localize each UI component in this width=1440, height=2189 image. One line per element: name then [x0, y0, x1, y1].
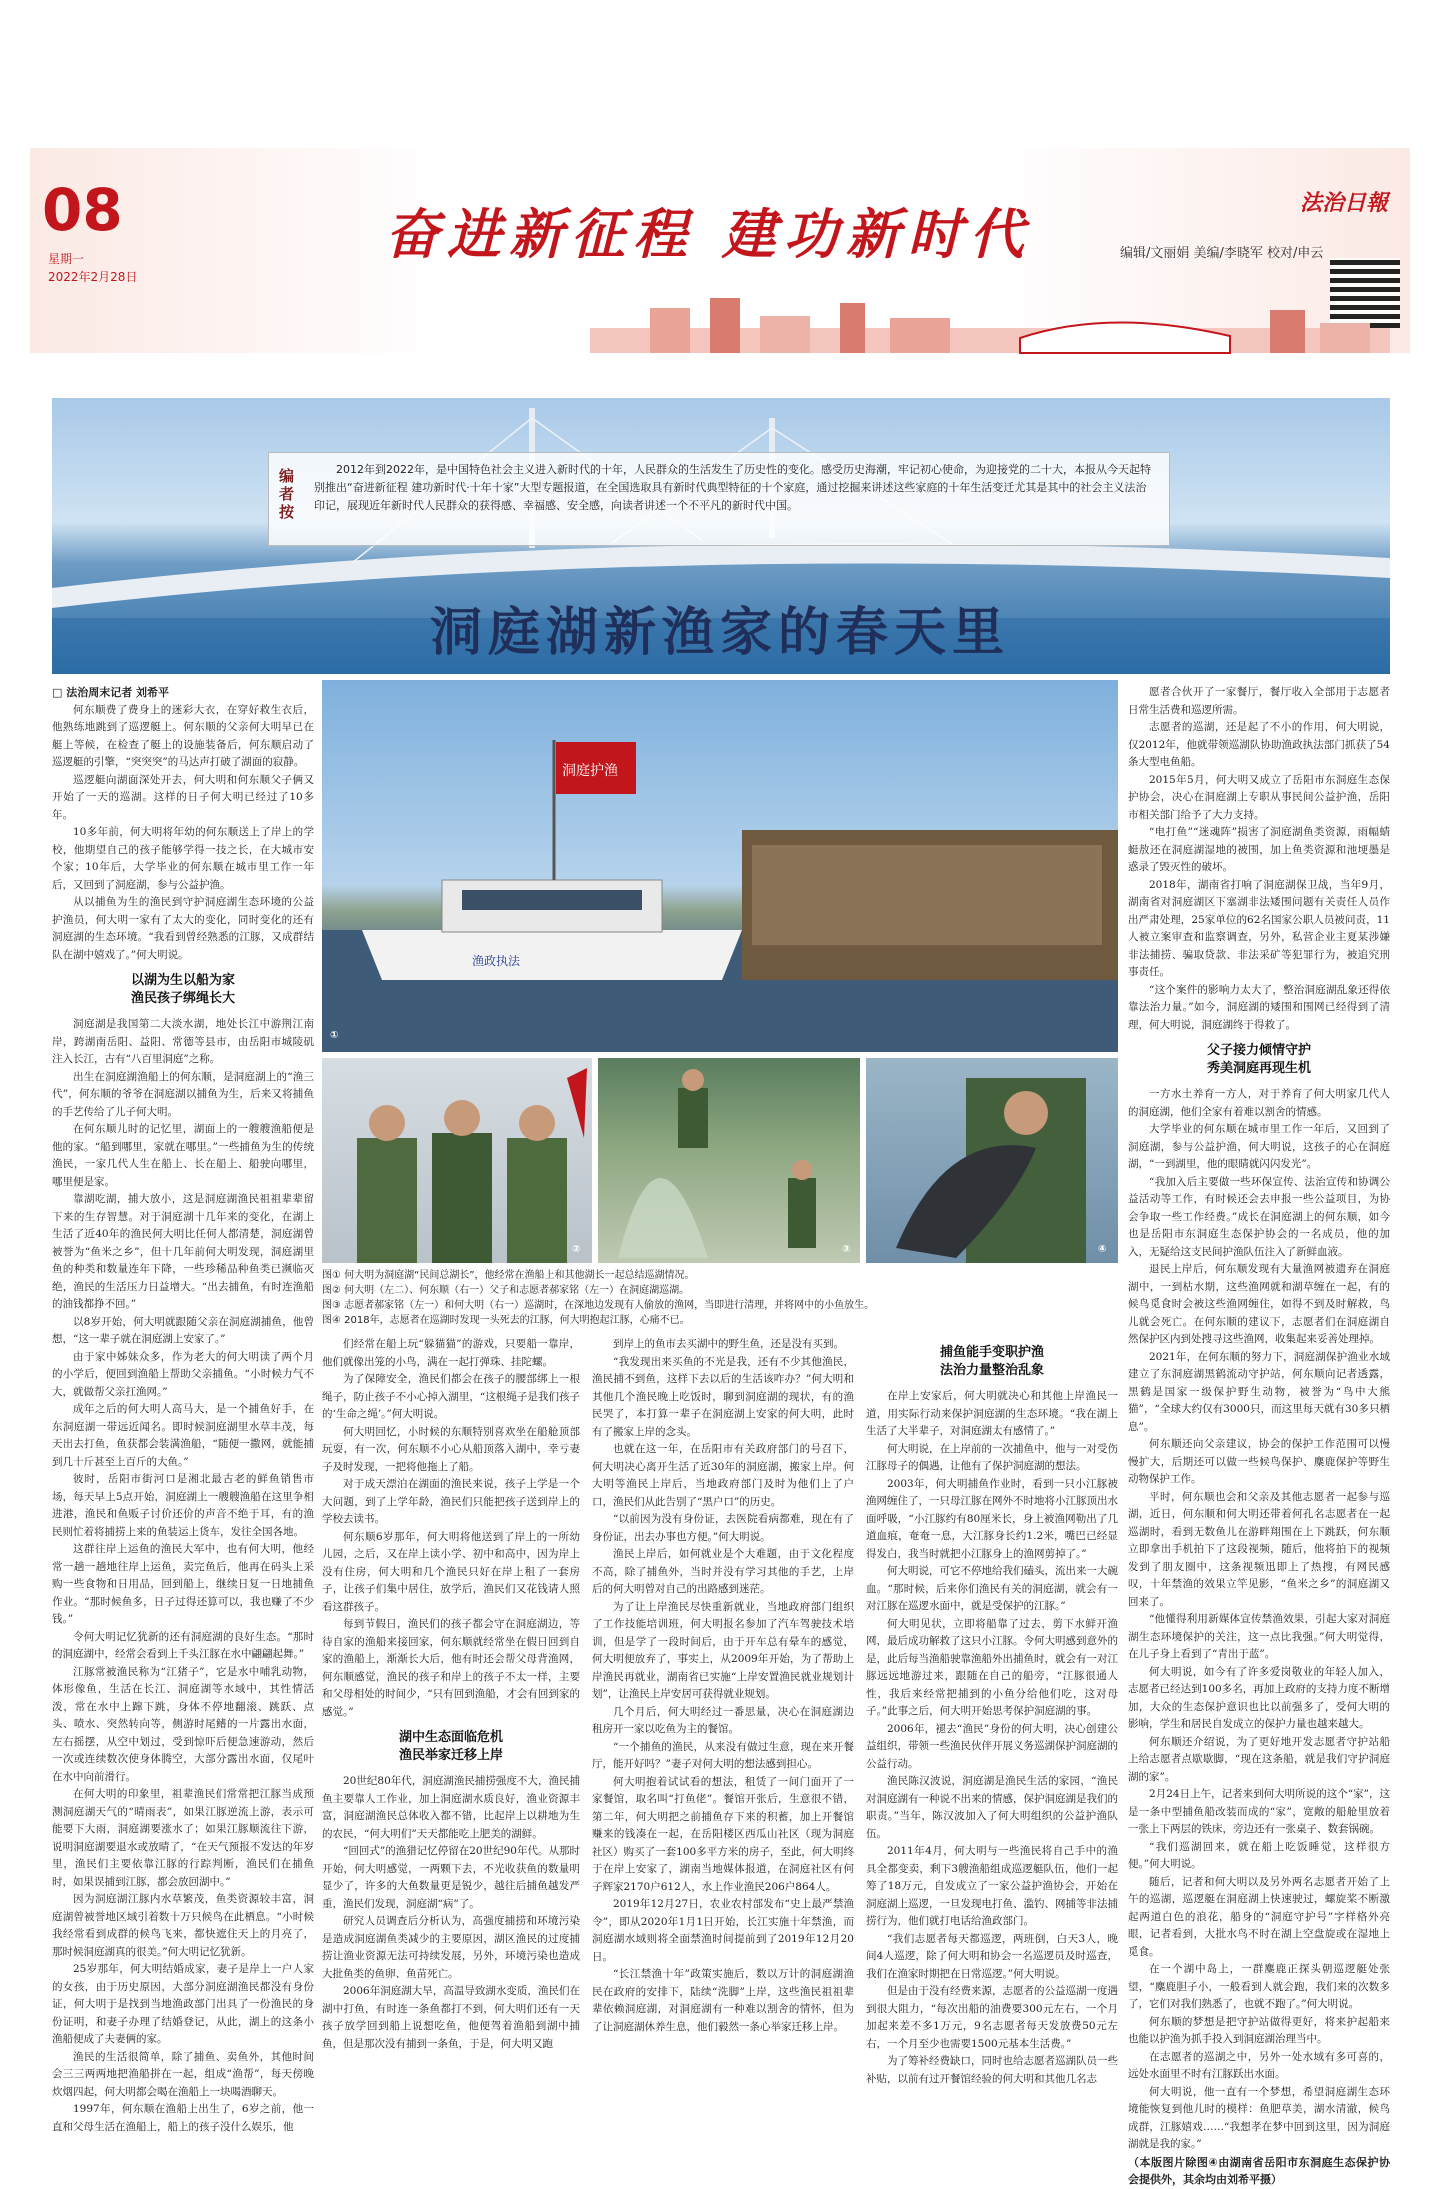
editor-note-label: 编者按	[279, 467, 295, 521]
paragraph: “这个案件的影响力太大了，整治洞庭湖乱象还得依靠法治力量。”如今，洞庭湖的矮围和围网已经得到了清理，何大明说，洞庭湖终于得救了。	[1128, 983, 1390, 1031]
paragraph: 江豚常被渔民称为“江猪子”，它是水中哺乳动物，体形像鱼，生活在长江、洞庭湖等水域中，其性情活泼，常在水中上蹿下跳，身体不停地翻滚、跳跃、点头、喷水、突然转向等，侧游时尾鳍的一片露出水面，左右摇摆，从空中划过，受到惊吓后便急速游动，然后一次或连续数次使身体腾空，大部分露出水面，仅尾叶在水中向前滑行。	[52, 1665, 314, 1783]
paragraph: 2015年5月，何大明又成立了岳阳市东洞庭生态保护协会，决心在洞庭湖上专职从事民间公益护渔，岳阳市相关部门给予了大力支持。	[1128, 773, 1390, 821]
paragraph: 何东顺还介绍说，为了更好地开发志愿者守护站船上给志愿者点歇歇脚，“现在这条船，就是我们守护洞庭湖的家”。	[1128, 1735, 1390, 1783]
paragraph: 平时，何东顺也会和父亲及其他志愿者一起参与巡湖，近日，何东顺和何大明还带着何孔名志愿者在一起巡湖时，看到无数鱼儿在游畔翔围在上下跳跃，何东顺立即拿出手机拍下了这段视频，随后，他将拍下的视频发到了朋友圈中，这条视频迅即上了热搜，有网民感叹，十年禁渔的效果立竿见影，“鱼米之乡”的洞庭湖又回来了。	[1128, 1490, 1390, 1608]
article-title: 洞庭湖新渔家的春天里	[429, 603, 1010, 663]
paragraph: 巡逻艇向湖面深处开去，何大明和何东顺父子俩又开始了一天的巡湖。这样的日子何大明已经过了10多年。	[52, 773, 314, 821]
patrol-boat-illustration	[322, 680, 1118, 1052]
issue-date: 2022年2月28日	[48, 270, 138, 284]
paragraph: 2018年，湖南省打响了洞庭湖保卫战，当年9月，湖南省对洞庭湖区下塞湖非法矮围问题有关责任人员作出严肃处理，25家单位的62名国家公职人员被问责，11人被立案审查和监察调查，另外，私营企业主夏某涉嫌非法捕捞、骗取贷款、非法采矿等犯罪行为，被追究刑事责任。	[1128, 878, 1390, 978]
subheading-line: 以湖为生以船为家	[130, 973, 235, 988]
three-men-illustration	[322, 1058, 592, 1263]
paragraph: 在何东顺儿时的记忆里，湖面上的一艘艘渔船便是他的家。“船到哪里，家就在哪里。”一些捕鱼为生的传统渔民，一家几代人生在船上、长在船上、船驶向哪里，哪里便是家。	[52, 1123, 314, 1188]
subheading-line: 捕鱼能手变职护渔	[939, 1345, 1044, 1360]
paragraph: 2003年，何大明捕鱼作业时，看到一只小江豚被渔网缠住了，一只母江豚在网外不时地将小江豚顶出水面呼吸，“小江豚约有80厘米长，身上被渔网勒出了几道血痕，奄奄一息，大江豚身长约1.2米，嘴巴已经显得发白，我当时就把小江豚身上的渔网剪掉了。”	[866, 1477, 1118, 1560]
paragraph: 何东顺还向父亲建议，协会的保护工作范围可以慢慢扩大，后期还可以做一些候鸟保护、麋鹿保护等野生动物保护工作。	[1128, 1438, 1390, 1485]
paragraph: 们经常在船上玩“躲猫猫”的游戏，只要船一靠岸，他们就像出笼的小鸟，满在一起打弹珠、挂陀螺。	[322, 1338, 580, 1368]
photo-credit: （本版图片除图④由湖南省岳阳市东洞庭生态保护协会提供外，其余均由刘希平摄）	[1128, 2155, 1390, 2186]
paragraph: “我们志愿者每天都巡逻，两班倒，白天3人，晚间4人巡逻，除了何大明和协会一名巡逻员及时巡查，我们在渔家时期把在日常巡逻。”何大明说。	[866, 1932, 1118, 1980]
paragraph: 在志愿者的巡湖之中，另外一处水域有多可喜的，远处水面里不时有江豚跃出水面。	[1128, 2050, 1390, 2080]
paragraph: 2月24日上午，记者来到何大明所说的这个“家”，这是一条中型捕鱼船改装而成的“家”，宽敞的船舱里放着一张上下两层的铁床，旁边还有一张桌子、数套锅碗。	[1128, 1788, 1390, 1835]
paragraph: 2006年，褪去“渔民”身份的何大明，决心创建公益组织，带领一些渔民伙伴开展义务巡湖保护洞庭湖的公益行动。	[866, 1722, 1118, 1770]
paragraph: 随后，记者和何大明以及另外两名志愿者开始了上午的巡湖，巡逻艇在洞庭湖上快速驶过，螺旋桨不断激起两道白色的浪花，船身的“洞庭守护号”字样格外亮眼，记者看到，大批水鸟不时在湖上空盘旋或在湿地上觅食。	[1128, 1875, 1390, 1958]
subheading-line: 父子接力倾情守护	[1206, 1043, 1311, 1058]
porpoise-illustration	[866, 1058, 1118, 1263]
paragraph: 何大明说，如今有了许多爱岗敬业的年轻人加入，志愿者已经达到100多名，再加上政府的支持力度不断增加，大众的生态保护意识也比以前强多了，受何大明的影响，学生和居民自发成立的保护力量也越来越大。	[1128, 1665, 1390, 1730]
subheading	[866, 1344, 1118, 1380]
newspaper-masthead: 法治日報	[1300, 190, 1389, 216]
text-column-3	[592, 1336, 854, 2164]
paragraph: 25岁那年，何大明结婚成家，妻子是岸上一户人家的女孩，由于历史原因，大部分洞庭湖渔民都没有身份证，何大明于是找到当地渔政部门出具了一份渔民的身份证明，和妻子办理了结婚登记，从此，湖上的这条小渔船便成了夫妻俩的家。	[52, 1963, 314, 2045]
paragraph: 为了筹补经费缺口，同时也给志愿者巡湖队员一些补贴，以前有过开餐馆经验的何大明和其他几名志	[866, 2055, 1118, 2085]
paragraph: 大学毕业的何东顺在城市里工作一年后，又回到了洞庭湖，参与公益护渔，何大明说，这孩子的心在洞庭湖，“一到湖里，他的眼睛就闪闪发光”。	[1128, 1123, 1390, 1170]
flag-text: 洞庭护渔	[562, 763, 618, 779]
paragraph: 渔民的生活很简单，除了捕鱼、卖鱼外，其他时间会三三两两地把渔船拼在一起，组成“渔帮”，每天傍晚炊烟四起，何大明都会喝在渔船上一块喝酒聊天。	[52, 2050, 314, 2098]
paragraph: 2006年洞庭湖大旱，高温导致湖水变质，渔民们在湖中打鱼，有时连一条鱼都打不到，何大明们还有一天孩子放学回到船上说想吃鱼，他便驾着渔船到湖中捕鱼，但是那次没有捕到一条鱼，于是，何大明又跑	[322, 1985, 580, 2050]
paragraph: 因为洞庭湖江豚内水草繁茂，鱼类资源较丰富，洞庭湖曾被誉地区域引着数十万只候鸟在此栖息。“小时候我经常看到成群的候鸟飞来，都快遮住天上的月亮了，那时候洞庭湖真的很美。”何大明记忆犹新。	[52, 1893, 314, 1958]
paragraph: 何东顺费了费身上的迷彩大衣，在穿好救生衣后，他熟练地跳到了巡逻艇上。何东顺的父亲何大明早已在艇上等候，在检查了艇上的设施装备后，何东顺启动了巡逻艇的引擎，“突突突”的马达声打破了湖面的寂静。	[52, 703, 314, 768]
paragraph: 何东顺的梦想是把守护站做得更好，将来护起船来也能以护渔为抓手投入到洞庭湖治理当中。	[1128, 2015, 1390, 2045]
paragraph: “一个捕鱼的渔民，从来没有做过生意，现在来开餐厅，能开好吗？”妻子对何大明的想法感到担心。	[592, 1740, 854, 1770]
paragraph: 退民上岸后，何东顺发现有大量渔网被遗弃在洞庭湖中，一到枯水期，这些渔网就和湖草缠在一起，有的候鸟觅食时会被这些渔网缠住，如得不到及时解救，鸟儿就会死亡。在何东顺的建议下，志愿者们在洞庭湖自然保护区内到处搜寻这些渔网，收集起来妥善处理掉。	[1128, 1263, 1390, 1345]
paragraph: 由于家中姊妹众多，作为老大的何大明读了两个月的小学后，便回到渔船上帮助父亲捕鱼。“小时候力气不大，就做帮父亲扛渔网。”	[52, 1350, 314, 1398]
text-column-1	[52, 684, 314, 2164]
photo-number: ③	[842, 1244, 851, 1255]
paragraph: 令何大明记忆犹新的还有洞庭湖的良好生态。“那时的洞庭湖中，经常会看到上千头江豚在水中翩翩起舞。”	[52, 1630, 314, 1660]
paragraph: 洞庭湖是我国第二大淡水湖，地处长江中游荆江南岸，跨湖南岳阳、益阳、常德等县市，由岳阳市城陵矶注入长江，古有“八百里洞庭”之称。	[52, 1018, 314, 1065]
subheading	[322, 1729, 580, 1765]
photo-captions	[322, 1268, 1118, 1328]
paragraph: 何大明抱着试试看的想法，租赁了一间门面开了一家餐馆，取名叫“打鱼佬”。餐馆开张后，生意很不错，第二年，何大明把之前捕鱼存下来的积蓄，加上开餐馆赚来的钱凑在一起，在岳阳楼区西瓜山社区（现为洞庭社区）购买了一套100多平方米的房子，至此，何大明终于在岸上安家了，湖南当地媒体报道，在洞庭社区有何子辉家2170户612人，水上作业渔民206户864人。	[592, 1775, 854, 1893]
paragraph: 在岸上安家后，何大明就决心和其他上岸渔民一道，用实际行动来保护洞庭湖的生态环境。“我在湖上生活了大半辈子，对洞庭湖太有感情了。”	[866, 1390, 1118, 1437]
caption: 图① 何大明为洞庭湖“民间总湖长”，他经常在渔船上和其他湖长一起总结巡湖情况。	[322, 1270, 695, 1281]
paragraph: “我发现出来买鱼的不光是我，还有不少其他渔民，渔民捕不到鱼，这样下去以后的生活该咋办？”何大明和其他几个渔民晚上吃饭时，聊到洞庭湖的现状，有的渔民哭了，本打算一辈子在洞庭湖上安家的何大明，此时有了搬家上岸的念头。	[592, 1355, 854, 1438]
photo-number: ④	[1098, 1244, 1107, 1255]
editors-credit: 编辑/文丽娟 美编/李晓军 校对/申云	[1120, 246, 1324, 261]
text-column-4	[866, 1336, 1118, 2164]
subheading-line: 湖中生态面临危机	[398, 1730, 503, 1745]
subheading	[1128, 1042, 1390, 1078]
paragraph: “他懂得利用新媒体宣传禁渔效果，引起大家对洞庭湖生态环境保护的关注，这一点比我强。”何大明觉得，在儿子身上看到了“青出于蓝”。	[1128, 1613, 1390, 1660]
paragraph: 在何大明的印象里，祖辈渔民们常常把江豚当成预测洞庭湖天气的“晴雨表”，如果江豚逆流上游，表示可能要下大雨，洞庭湖要涨水了；如果江豚顺流往下游，说明洞庭湖要退水或放晴了，“在天气预报不发达的年岁里，渔民们主要依靠江豚的行踪判断，渔民们在捕鱼时，如果误捕到江豚，都会放回湖中。”	[52, 1788, 314, 1888]
subheading	[52, 972, 314, 1008]
paragraph: “我加入后主要做一些环保宣传、法治宣传和协调公益活动等工作，有时候还会去申报一些公益项目，为协会争取一些工作经费。”成长在洞庭湖上的何东顺，如今也是岳阳市东洞庭生态保护协会的一名成员，他的加入，无疑给这支民间护渔队伍注入了新鲜血液。	[1128, 1175, 1390, 1258]
paragraph: 渔民上岸后，如何就业是个大难题，由于文化程度不高，除了捕鱼外，当时并没有学习其他的手艺，上岸后的何大明曾对自己的出路感到迷茫。	[592, 1548, 854, 1595]
paragraph: 何东顺6岁那年，何大明将他送到了岸上的一所幼儿园，之后，又在岸上读小学、初中和高中，因为岸上没有住房，何大明和几个渔民只好在岸上租了一套房子，让孩子们集中居住，放学后，渔民们又花钱请人照看这群孩子。	[322, 1530, 580, 1613]
photo-1-patrol-boat	[322, 680, 1118, 1052]
photo-2-three-men	[322, 1058, 592, 1263]
paragraph: 对于成天漂泊在湖面的渔民来说，孩子上学是一个大问题，到了上学年龄，渔民们只能把孩子送到岸上的学校去读书。	[322, 1478, 580, 1525]
photo-4-finless-porpoise	[866, 1058, 1118, 1263]
text-column-2	[322, 1336, 580, 2164]
paragraph: 为了让上岸渔民尽快重新就业，当地政府部门组织了工作技能培训班，何大明报名参加了汽车驾驶技术培训，但是学了一段时间后，由于开车总有晕车的感觉，何大明便放弃了，事实上，从2009年开始，为了帮助上岸渔民再就业，湖南省已实施“上岸安置渔民就业规划计划”，让渔民上岸安居可获得就业规划。	[592, 1600, 854, 1700]
city-skyline-illustration	[590, 298, 1390, 353]
paragraph: 彼时，岳阳市街河口是湘北最古老的鲜鱼销售市场，每天早上5点开始，洞庭湖上一艘艘渔船在这里争相进港，渔民和鱼贩子讨价还价的声音不绝于耳，有的渔民则忙着将捕捞上来的鱼装运上货车，发往全国各地。	[52, 1473, 314, 1538]
paragraph: 渔民陈汉波说，洞庭湖是渔民生活的家园，“渔民对洞庭湖有一种说不出来的情感，保护洞庭湖是我们的职责。”当年，陈汉波加入了何大明组织的公益护渔队伍。	[866, 1775, 1118, 1840]
paragraph: “回回式”的渔猎记忆停留在20世纪90年代。从那时开始，何大明感觉，一两颗下去，不光收获鱼的数量明显少了，许多的大鱼数量更是锐少，越往后捕鱼越发严重，渔民们发现，洞庭湖“病”了。	[322, 1845, 580, 1910]
paragraph: 在一个湖中岛上，一群麋鹿正探头朝巡逻艇处张望，“麋鹿胆子小，一般看到人就会跑，我们来的次数多了，它们对我们熟悉了，也就不跑了。”何大明说。	[1128, 1963, 1390, 2010]
photo-number: ②	[572, 1244, 581, 1255]
paragraph: “以前因为没有身份证，去医院看病都难，现在有了身份证，出去办事也方便。”何大明说。	[592, 1513, 854, 1543]
paragraph: 研究人员调查后分析认为，高强度捕捞和环境污染是造成洞庭湖鱼类减少的主要原因，湖区渔民的过度捕捞让渔业资源无法可持续发展，另外，环境污染也造成大批鱼类的鱼卵、鱼苗死亡。	[322, 1915, 580, 1980]
caption: 图② 何大明（左二）、何东顺（右一）父子和志愿者郝家铭（左一）在洞庭湖巡湖。	[322, 1285, 690, 1296]
paragraph: 志愿者的巡湖，还是起了不小的作用，何大明说，仅2012年，他就带领巡湖队协助渔政执法部门抓获了54条大型电鱼船。	[1128, 721, 1390, 768]
subheading-line: 渔民孩子绑绳长大	[130, 991, 235, 1006]
paragraph: 10多年前，何大明将年幼的何东顺送上了岸上的学校，他期望自己的孩子能够学得一技之长，在大城市安个家；10年后，大学毕业的何东顺在城市里工作一年后，又回到了洞庭湖，参与公益护渔。	[52, 826, 314, 891]
paragraph: 一方水土养育一方人，对于养育了何大明家几代人的洞庭湖，他们全家有着难以割舍的情感。	[1128, 1088, 1390, 1118]
subheading-line: 法治力量整治乱象	[939, 1363, 1044, 1378]
paragraph: 几个月后，何大明经过一番思量，决心在洞庭湖边租房开一家以吃鱼为主的餐馆。	[592, 1705, 854, 1735]
caption: 图④ 2018年，志愿者在巡湖时发现一头死去的江豚，何大明抱起江豚，心痛不已。	[322, 1315, 690, 1326]
page-header	[30, 148, 1410, 353]
paragraph: 2011年4月，何大明与一些渔民将自己手中的渔具全都变卖，剩下3艘渔船组成巡逻艇队伍，他们一起筹了18万元，自发成立了一家公益护渔协会，开始在洞庭湖上巡逻，一旦发现电打鱼、滥钓、网捕等非法捕捞行为，他们就打电话给渔政部门。	[866, 1845, 1118, 1927]
paragraph: 靠湖吃湖，捕大放小，这是洞庭湖渔民祖祖辈辈留下来的生存智慧。对于洞庭湖十几年来的变化，在湖上生活了近40年的渔民何大明比任何人都清楚，洞庭湖曾被誉为“鱼米之乡”，但十几年前何大明发现，洞庭湖里鱼的种类和数量连年下降，一些珍稀品种鱼类已濒临灭绝，渔民的生活压力日益增大。“出去捕鱼，有时连渔船的油钱都挣不回。”	[52, 1193, 314, 1310]
page-number: 08	[42, 176, 123, 244]
paragraph: “长江禁渔十年”政策实施后，数以万计的洞庭湖渔民在政府的安排下，陆续“洗脚”上岸，这些渔民祖祖辈辈依赖洞庭湖，对洞庭湖有一种难以割舍的情怀，但为了让洞庭湖休养生息，他们毅然一条心举家迁移上岸。	[592, 1968, 854, 2033]
paragraph: 何大明回忆，小时候的东顺特别喜欢坐在船舱顶部玩耍，有一次，何东顺不小心从船顶落入湖中，幸亏妻子及时发现，一把将他拖上了船。	[322, 1425, 580, 1473]
paragraph: 何大明见状，立即将船靠了过去，剪下水鲜开渔网，最后成功解救了这只小江豚。令何大明感到意外的是，此后每当渔船驶靠渔船外出捕鱼时，就会有一对江豚远远地游过来，跟随在自己的船旁，“江豚很通人性，我后来经常把捕到的小鱼分给他们吃，这对母子。”此事之后，何大明开始思考保护洞庭湖的事。	[866, 1617, 1118, 1717]
paragraph: 也就在这一年，在岳阳市有关政府部门的号召下，何大明决心离开生活了近30年的洞庭湖，搬家上岸。何大明等渔民上岸后，当地政府部门及时为他们上了户口，渔民们从此告别了“黑户口”的历史。	[592, 1443, 854, 1508]
editor-note-box	[268, 452, 1170, 546]
weekday: 星期一	[48, 252, 85, 266]
paragraph: 每到节假日，渔民们的孩子都会守在洞庭湖边，等待自家的渔船来接回家，何东顺就经常坐在假日回到自家的渔船上，渐渐长大后，他有时还会帮父母背渔网，何东顺感觉，渔民的孩子和岸上的孩子不太一样，主要和父母相处的时间少，“只有回到渔船，才会有回到家的感觉。”	[322, 1618, 580, 1718]
paragraph: 何大明说，可它不停地给我们磕头，流出来一大碗血。“那时候，后来你们渔民有关的洞庭湖，就会有一对江豚在巡逻水面中，就是受保护的江豚。”	[866, 1565, 1118, 1612]
paragraph: 20世纪80年代，洞庭湖渔民捕捞强度不大，渔民捕鱼主要靠人工作业，加上洞庭湖水质良好，渔业资源丰富，洞庭湖渔民总体收入都不错，比起岸上以耕地为生的农民，“何大明们”天天都能吃上肥美的湖鲜。	[322, 1775, 580, 1840]
paragraph: 2021年，在何东顺的努力下，洞庭湖保护渔业水域建立了东洞庭湖黑鹤流动守护站，何东顺向记者透露，黑鹤是国家一级保护野生动物，被誉为“鸟中大熊猫”，“全球大约仅有3000只，而这里每天就有30多只栖息”。	[1128, 1350, 1390, 1433]
paragraph: “我们巡湖回来，就在船上吃饭睡觉，这样很方便。”何大明说。	[1128, 1840, 1390, 1870]
caption: 图③ 志愿者郝家铭（左一）和何大明（右一）巡湖时，在深地边发现有人偷放的渔网，当即进行清理，并将网中的小鱼放生。	[322, 1300, 875, 1311]
paragraph: 成年之后的何大明人高马大，是一个捕鱼好手，在东洞庭湖一带远近闻名。即时候洞庭湖里水草丰茂，每天出去打鱼，鱼获都会装满渔船，“随便一撒网，就能捕到几十斤甚至上百斤的大鱼。”	[52, 1403, 314, 1468]
photo-number: ①	[330, 1030, 339, 1041]
paragraph: 但是由于没有经费来源，志愿者的公益巡湖一度遇到很大阻力，“每次出船的油费要300元左右，一个月加起来差不多1万元，9名志愿者每天发放费50元左右，一个月至少也需要1500元基本生活费。”	[866, 1985, 1118, 2050]
paragraph: 从以捕鱼为生的渔民到守护洞庭湖生态环境的公益护渔员，何大明一家有了太大的变化，同时变化的还有洞庭湖的生态环境。“我看到曾经熟悉的江豚，又成群结队在湖中嬉戏了。”何大明说。	[52, 896, 314, 961]
byline: □ 法治周末记者 刘希平	[52, 686, 170, 699]
subheading-line: 秀美洞庭再现生机	[1206, 1061, 1311, 1076]
paragraph: 到岸上的鱼市去买湖中的野生鱼，还是没有买到。	[613, 1338, 844, 1350]
paragraph: 何大明说，在上岸前的一次捕鱼中，他与一对受伤江豚母子的偶遇，让他有了保护洞庭湖的想法。	[866, 1442, 1118, 1472]
paragraph: 愿者合伙开了一家餐厅，餐厅收入全部用于志愿者日常生活费和巡逻所需。	[1128, 686, 1390, 716]
paragraph: 出生在洞庭湖渔船上的何东顺，是洞庭湖上的“渔三代”，何东顺的爷爷在洞庭湖以捕鱼为生，后来又将捕鱼的手艺传给了儿子何大明。	[52, 1070, 314, 1118]
photo-3-net-clearing	[598, 1058, 860, 1263]
paragraph: 何大明说，他一直有一个梦想，希望洞庭湖生态环境能恢复到他儿时的模样：鱼肥草美，湖水清澈，候鸟成群，江豚嬉戏……“我想孝在梦中回到这里，因为洞庭湖就是我的家。”	[1128, 2085, 1390, 2150]
paragraph: 1997年，何东顺在渔船上出生了，6岁之前，他一直和父母生活在渔船上，船上的孩子没什么娱乐，他	[52, 2103, 314, 2133]
subheading-line: 渔民举家迁移上岸	[398, 1748, 503, 1763]
paragraph: 2019年12月27日，农业农村部发布“史上最严禁渔令”，即从2020年1月1日开始，长江实施十年禁渔，而洞庭湖水域则将全面禁渔时间提前到了2019年12月20日。	[592, 1898, 854, 1963]
section-slogan: 奋进新征程 建功新时代	[385, 202, 1032, 266]
paragraph: “电打鱼”“迷魂阵”损害了洞庭湖鱼类资源，雨幅蜻蜓敖还在洞庭湖湿地的被围，加上鱼类资源和池埂墨是惑录了毁灭性的破坏。	[1128, 826, 1390, 873]
editor-note-text: 2012年到2022年，是中国特色社会主义进入新时代的十年，人民群众的生活发生了历史性的变化。感受历史海潮，牢记初心使命，为迎接党的二十大，本报从今天起特别推出“奋进新征程 建功新时代·十年十家”大型专题报道，在全国选取具有新时代典型特征的十个家庭，通过挖掘来讲述这些家庭的十年生活变迁尤其是其中的社会主义法治印记，展现近年新时代人民群众的获得感、幸福感、安全感，向读者讲述一个不平凡的新时代中国。	[314, 463, 1151, 512]
text-column-5	[1128, 684, 1390, 2186]
paragraph: 为了保障安全，渔民们都会在孩子的腰部绑上一根绳子，防止孩子不小心掉入湖里，“这根绳子是我们孩子的‘生命之绳’。”何大明说。	[322, 1373, 580, 1420]
boat-text: 渔政执法	[472, 954, 521, 968]
net-clearing-illustration	[598, 1058, 860, 1263]
paragraph: 这群往岸上运鱼的渔民大军中，也有何大明，他经常一趟一趟地往岸上运鱼，卖完鱼后，他再在码头上采购一些食物和日用品，回到船上，继续日复一日地捕鱼作业。“那时候鱼多，日子过得还算可以，我也赚了不少钱。”	[52, 1543, 314, 1625]
paragraph: 以8岁开始，何大明就跟随父亲在洞庭湖捕鱼，他曾想，“这一辈子就在洞庭湖上安家了。”	[52, 1315, 314, 1345]
